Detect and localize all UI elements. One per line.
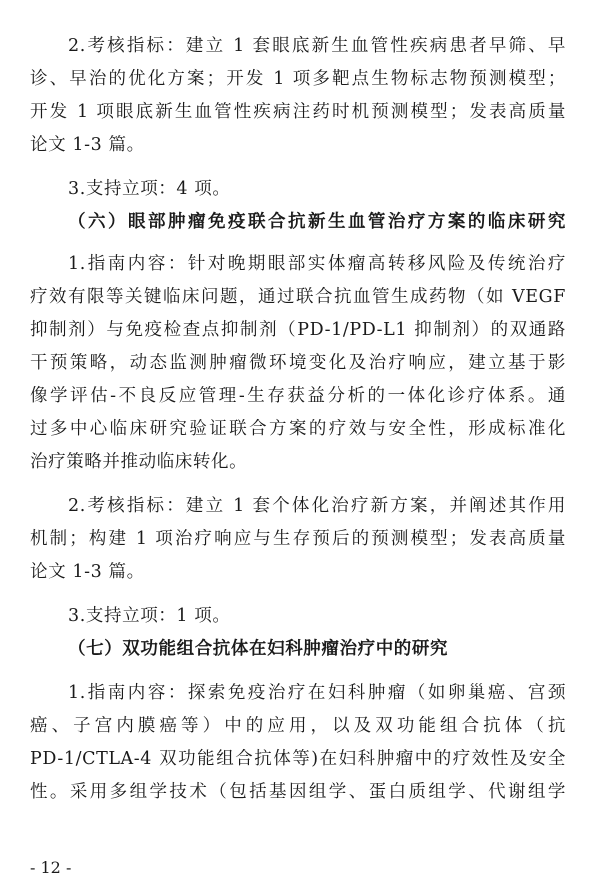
text-line-5: 3.支持立项：4 项。 (68, 179, 231, 199)
text-line-3: 开发 1 项眼底新生血管性疾病注药时机预测模型；发表高质量 (30, 102, 566, 122)
text-line-19: 1.指南内容：探索免疫治疗在妇科肿瘤（如卵巢癌、宫颈 (68, 683, 566, 703)
text-line-16: 论文 1-3 篇。 (30, 562, 145, 582)
page-number: - 12 - (30, 858, 72, 877)
section-heading-6: （六）眼部肿瘤免疫联合抗新生血管治疗方案的临床研究 (68, 212, 566, 232)
text-line-7: 1.指南内容：针对晚期眼部实体瘤高转移风险及传统治疗 (68, 254, 566, 274)
text-line-20: 癌、子宫内膜癌等）中的应用，以及双功能组合抗体（抗 (30, 716, 566, 736)
text-line-2: 诊、早治的优化方案；开发 1 项多靶点生物标志物预测模型； (30, 69, 566, 89)
text-line-14: 2.考核指标：建立 1 套个体化治疗新方案，并阐述其作用 (68, 496, 566, 516)
text-line-17: 3.支持立项：1 项。 (68, 606, 231, 626)
text-line-1: 2.考核指标：建立 1 套眼底新生血管性疾病患者早筛、早 (68, 36, 566, 56)
text-line-12: 过多中心临床研究验证联合方案的疗效与安全性，形成标准化 (30, 419, 566, 439)
text-line-11: 像学评估-不良反应管理-生存获益分析的一体化诊疗体系。通 (30, 386, 566, 406)
text-line-4: 论文 1-3 篇。 (30, 135, 145, 155)
section-heading-7: （七）双功能组合抗体在妇科肿瘤治疗中的研究 (68, 639, 449, 659)
text-line-9: 抑制剂）与免疫检查点抑制剂（PD-1/PD-L1 抑制剂）的双通路 (30, 320, 566, 340)
text-line-15: 机制；构建 1 项治疗响应与生存预后的预测模型；发表高质量 (30, 529, 566, 549)
text-line-10: 干预策略，动态监测肿瘤微环境变化及治疗响应，建立基于影 (30, 353, 566, 373)
text-line-21: PD-1/CTLA-4 双功能组合抗体等)在妇科肿瘤中的疗效性及安全 (30, 749, 566, 769)
text-line-13: 治疗策略并推动临床转化。 (30, 452, 248, 472)
text-line-22: 性。采用多组学技术（包括基因组学、蛋白质组学、代谢组学 (30, 782, 566, 802)
text-line-8: 疗效有限等关键临床问题，通过联合抗血管生成药物（如 VEGF (30, 287, 566, 307)
